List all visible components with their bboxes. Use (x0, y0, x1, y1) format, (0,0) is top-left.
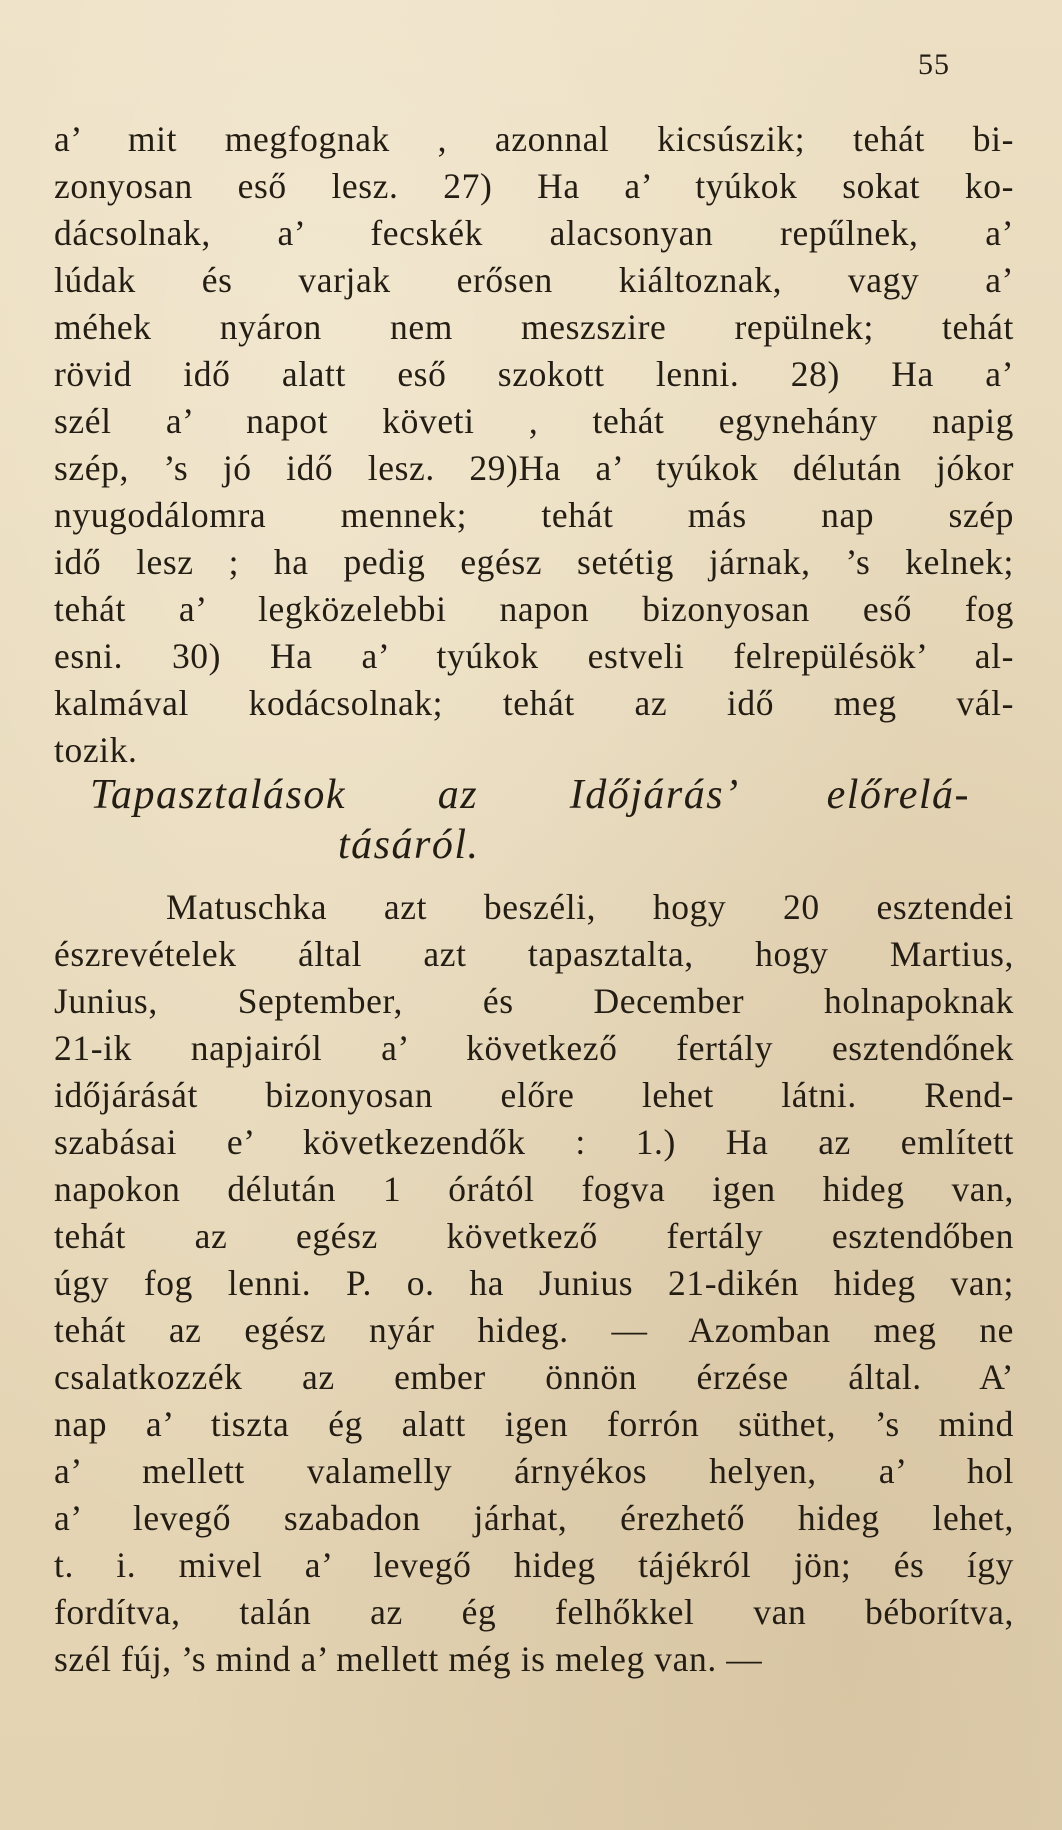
text-line: szép, ’s jó idő lesz. 29)Ha a’ tyúkok délután jókor (54, 448, 1014, 488)
text-line: esni. 30) Ha a’ tyúkok estveli felrepülésök’ al- (54, 636, 1014, 676)
text-line: észrevételek által azt tapasztalta, hogy Martius, (54, 934, 1014, 974)
text-line: szél fúj, ’s mind a’ mellett még is meleg van. — (54, 1639, 763, 1679)
heading-line: tásáról. (338, 822, 480, 868)
text-line: dácsolnak, a’ fecskék alacsonyan repűlnek, a’ (54, 213, 1014, 253)
text-line: zonyosan eső lesz. 27) Ha a’ tyúkok sokat ko- (54, 166, 1014, 206)
text-line: méhek nyáron nem meszszire repülnek; tehát (54, 307, 1014, 347)
text-line: tehát az egész nyár hideg. — Azomban meg ne (54, 1310, 1014, 1350)
text-line: Junius, September, és December holnapoknak (54, 981, 1014, 1021)
section-heading (54, 770, 1014, 870)
text-line: tehát az egész következő fertály esztendőben (54, 1216, 1014, 1256)
text-line: nap a’ tiszta ég alatt igen forrón süthet, ’s mind (54, 1404, 1014, 1444)
paragraph-weather-signs (54, 116, 1014, 774)
text-line: rövid idő alatt eső szokott lenni. 28) Ha a’ (54, 354, 1014, 394)
text-line: szabásai e’ következendők : 1.) Ha az említett (54, 1122, 1014, 1162)
page-number: 55 (918, 48, 950, 81)
text-line: szél a’ napot követi , tehát egynehány napig (54, 401, 1014, 441)
text-line: időjárását bizonyosan előre lehet látni. Rend- (54, 1075, 1014, 1115)
text-line: idő lesz ; ha pedig egész setétig járnak, ’s kelnek; (54, 542, 1014, 582)
text-line: a’ mellett valamelly árnyékos helyen, a’ hol (54, 1451, 1014, 1491)
text-line: lúdak és varjak erősen kiáltoznak, vagy a’ (54, 260, 1014, 300)
text-line: 21-ik napjairól a’ következő fertály esztendőnek (54, 1028, 1014, 1068)
text-line: Matuschka azt beszéli, hogy 20 esztendei (166, 887, 1014, 927)
text-line: kalmával kodácsolnak; tehát az idő meg vál- (54, 683, 1014, 723)
text-line: a’ levegő szabadon járhat, érezhető hideg lehet, (54, 1498, 1014, 1538)
text-line: tozik. (54, 730, 138, 770)
text-line: t. i. mivel a’ levegő hideg tájékról jön; és így (54, 1545, 1014, 1585)
heading-line: Tapasztalások az Időjárás’ előrelá- (90, 772, 970, 818)
text-line: a’ mit megfognak , azonnal kicsúszik; tehát bi- (54, 119, 1014, 159)
paragraph-matuschka (54, 884, 1014, 1683)
text-line: úgy fog lenni. P. o. ha Junius 21-dikén hideg van; (54, 1263, 1014, 1303)
text-line: tehát a’ legközelebbi napon bizonyosan eső fog (54, 589, 1014, 629)
text-line: fordítva, talán az ég felhőkkel van béborítva, (54, 1592, 1014, 1632)
text-line: nyugodálomra mennek; tehát más nap szép (54, 495, 1014, 535)
text-line: csalatkozzék az ember önnön érzése által. A’ (54, 1357, 1014, 1397)
text-line: napokon délután 1 órától fogva igen hideg van, (54, 1169, 1014, 1209)
